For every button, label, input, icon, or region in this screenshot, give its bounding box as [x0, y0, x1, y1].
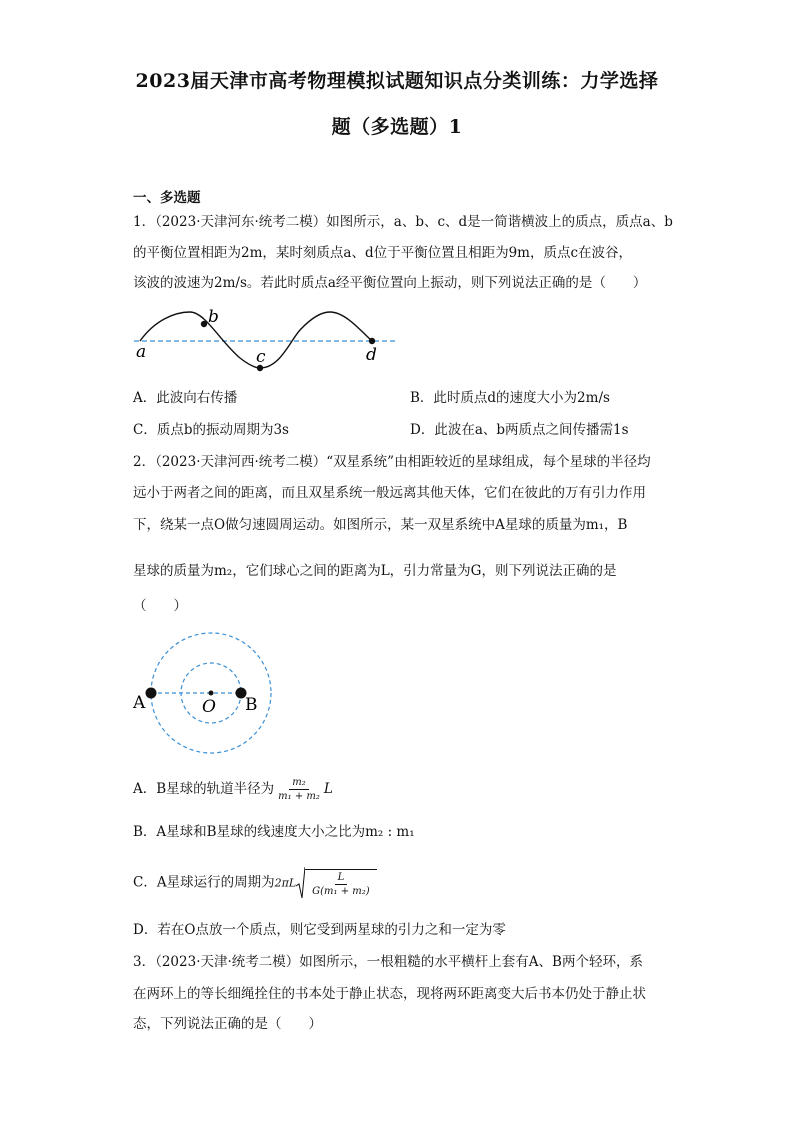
q2-option-d[interactable]: D．若在O点放一个质点，则它受到两星球的引力之和一定为零	[133, 922, 506, 938]
point-b-dot	[201, 321, 207, 327]
q2-option-c-factor: 2πL	[274, 876, 297, 890]
q2-option-a-fraction	[276, 776, 322, 803]
q2-option-a[interactable]	[133, 776, 333, 803]
q1-option-d[interactable]: D．此波在a、b两质点之间传播需1s	[410, 422, 629, 438]
q2-text-line4: 星球的质量为m₂，它们球心之间的距离为L，引力常量为G，则下列说法正确的是	[133, 563, 617, 579]
q2-option-b[interactable]: B．A星球和B星球的线速度大小之比为m₂ : m₁	[133, 824, 415, 840]
q2-option-a-suffix: L	[323, 781, 333, 797]
q1-option-a[interactable]: A．此波向右传播	[133, 390, 238, 406]
wave-figure	[130, 300, 410, 380]
page-title-line1: 2023届天津市高考物理模拟试题知识点分类训练：力学选择	[135, 70, 659, 92]
q1-option-b[interactable]: B．此时质点d的速度大小为2m/s	[410, 390, 610, 406]
center-o-dot	[209, 691, 214, 696]
q3-text-line3: 态，下列说法正确的是（ ）	[133, 1016, 322, 1032]
label-a: a	[136, 342, 147, 362]
q2-text-line5: （ ）	[133, 598, 187, 614]
q1-text-line2: 的平衡位置相距为2m，某时刻质点a、d位于平衡位置且相距为9m，质点c在波谷，	[133, 245, 633, 261]
q2-option-a-numerator: m₂	[289, 776, 309, 790]
point-d-dot	[369, 338, 375, 344]
q1-option-c[interactable]: C．质点b的振动周期为3s	[133, 422, 289, 438]
q2-option-c[interactable]	[133, 866, 377, 900]
q3-text-line1: 3．（2023·天津·统考二模）如图所示，一根粗糙的水平横杆上套有A、B两个轻环，系	[133, 954, 643, 970]
q1-text-line3: 该波的波速为2m/s。若此时质点a经平衡位置向上振动，则下列说法正确的是（ ）	[133, 275, 647, 291]
section-heading: 一、多选题	[133, 190, 201, 206]
q2-option-a-prefix: A．B星球的轨道半径为	[133, 781, 275, 797]
label-star-a: A	[133, 693, 146, 713]
binary-star-figure	[130, 628, 300, 756]
q2-option-c-numerator: L	[335, 871, 348, 885]
page-title-line2: 题（多选题）1	[331, 116, 463, 138]
q2-option-c-prefix: C．A星球运行的周期为	[133, 874, 275, 891]
q3-text-line2: 在两环上的等长细绳拴住的书本处于静止状态，现将两环距离变大后书本仍处于静止状	[133, 986, 646, 1002]
sqrt-sign-icon	[296, 866, 305, 900]
q2-text-line3: 下，绕某一点O做匀速圆周运动。如图所示，某一双星系统中A星球的质量为m₁，B	[133, 517, 628, 533]
label-star-b: B	[245, 695, 258, 715]
label-c: c	[256, 347, 266, 367]
label-d: d	[366, 345, 377, 365]
q2-text-line1: 2．（2023·天津河西·统考二模）“双星系统”由相距较近的星球组成，每个星球的半径均	[133, 454, 651, 470]
q2-text-line2: 远小于两者之间的距离，而且双星系统一般远离其他天体，它们在彼此的万有引力作用	[133, 485, 646, 501]
label-b: b	[208, 307, 219, 327]
q2-option-c-denominator: G(m₁ + m₂)	[312, 885, 370, 897]
q2-option-c-sqrt	[296, 866, 377, 900]
q2-option-a-denominator: m₁ + m₂	[278, 791, 320, 802]
star-a-dot	[146, 688, 157, 699]
label-o: O	[202, 697, 216, 717]
q1-text-line1: 1．（2023·天津河东·统考二模）如图所示，a、b、c、d是一简谐横波上的质点，质点a、b	[133, 214, 673, 230]
